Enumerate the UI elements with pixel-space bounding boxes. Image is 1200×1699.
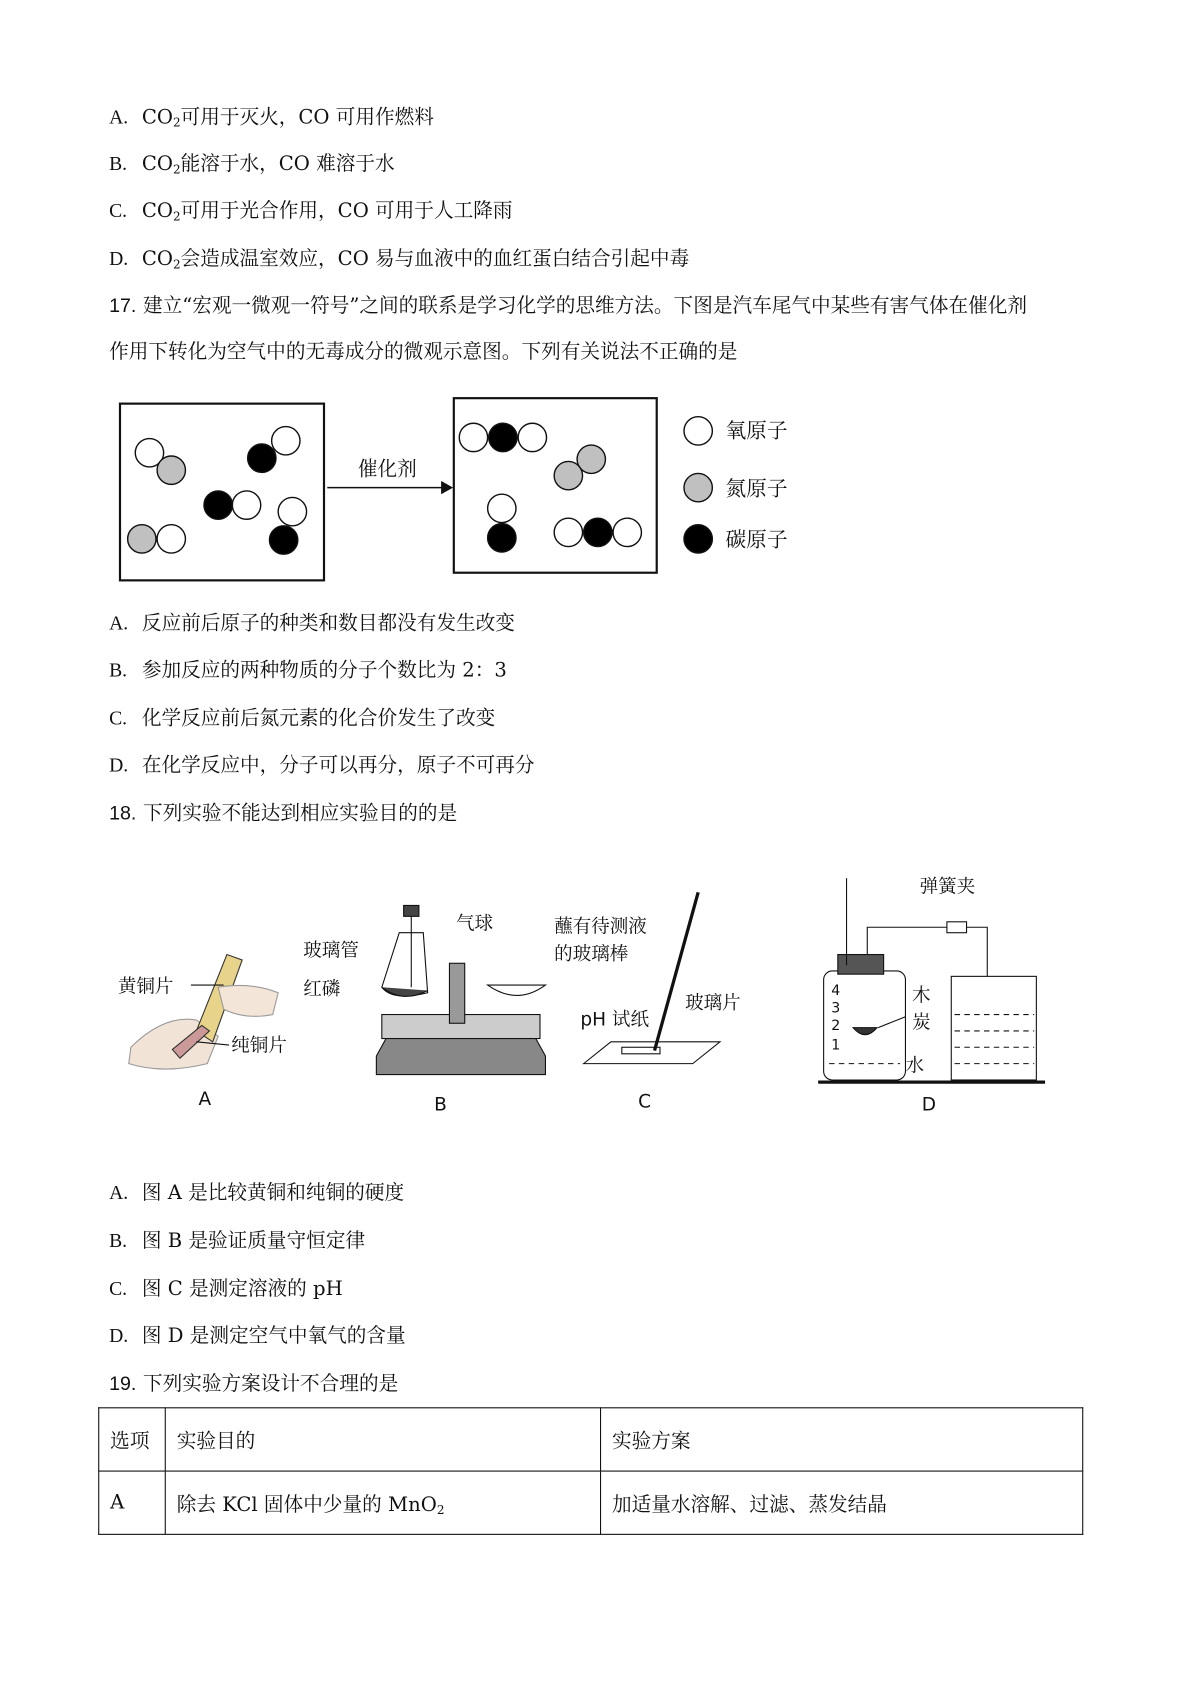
carbon-atom xyxy=(584,518,612,546)
option-text: 能溶于水，CO 难溶于水 xyxy=(180,152,395,176)
option-text: 反应前后原子的种类和数目都没有发生改变 xyxy=(141,611,515,635)
figure-caption: B xyxy=(434,1094,447,1116)
scale-mark: 4 xyxy=(831,982,841,999)
nitrogen-atom xyxy=(554,461,582,489)
label-glass-tube: 玻璃管 xyxy=(303,940,359,962)
option-label: B. xyxy=(109,1229,128,1252)
question-number: 19. xyxy=(109,1372,137,1395)
label-glass-rod-2: 的玻璃棒 xyxy=(554,943,629,965)
formula: CO xyxy=(141,199,173,223)
label-brass: 黄铜片 xyxy=(117,976,174,998)
carbon-atom xyxy=(489,423,517,451)
subscript: 2 xyxy=(172,115,181,130)
option-text: 图 D 是测定空气中氧气的含量 xyxy=(141,1324,406,1348)
scale-mark: 1 xyxy=(831,1037,841,1054)
formula: CO xyxy=(141,247,173,271)
cell-goal xyxy=(165,1471,600,1534)
label-water: 水 xyxy=(905,1055,924,1077)
cell-plan: 加适量水溶解、过滤、蒸发结晶 xyxy=(601,1471,1083,1534)
carbon-atom xyxy=(204,491,232,519)
subscript: 2 xyxy=(172,162,181,177)
legend-label: 氧原子 xyxy=(725,418,788,443)
table-header-row xyxy=(99,1408,1083,1471)
arrow-head-icon xyxy=(442,482,452,493)
question-number: 18. xyxy=(109,801,137,824)
q17-option-b xyxy=(109,657,507,684)
label-red-phosphorus: 红磷 xyxy=(303,978,341,1000)
figure-caption: D xyxy=(921,1094,937,1116)
legend-label: 碳原子 xyxy=(725,527,788,552)
legend-oxygen-icon xyxy=(684,417,712,445)
q19-stem xyxy=(109,1370,398,1397)
formula: CO xyxy=(141,105,173,129)
label-ph-paper: pH 试纸 xyxy=(580,1009,650,1031)
option-label: C. xyxy=(109,199,128,222)
oxygen-atom xyxy=(278,497,306,525)
legend-nitrogen-icon xyxy=(684,473,712,501)
formula: CO xyxy=(141,152,173,176)
option-text: 在化学反应中，分子可以再分，原子不可再分 xyxy=(141,753,535,777)
label-charcoal-1: 木 xyxy=(911,985,931,1007)
carbon-atom xyxy=(269,526,297,554)
label-glass-rod: 蘸有待测液 xyxy=(554,916,647,938)
label-balloon: 气球 xyxy=(455,913,494,935)
question-text: 建立“宏观一微观一符号”之间的联系是学习化学的思维方法。下图是汽车尾气中某些有害气体在催化剂 xyxy=(142,294,1028,318)
q18-option-a xyxy=(109,1179,404,1206)
scale-mark: 3 xyxy=(831,1000,841,1017)
header-goal: 实验目的 xyxy=(165,1408,600,1471)
option-label: D. xyxy=(109,247,129,270)
scale-mark: 2 xyxy=(831,1017,841,1034)
figure-a-hardness xyxy=(118,955,287,1111)
q18-option-c xyxy=(109,1275,343,1302)
q18-option-b xyxy=(109,1227,365,1254)
option-label: A. xyxy=(109,1181,129,1204)
q17-option-d xyxy=(109,752,534,779)
option-label: B. xyxy=(109,152,128,175)
q19-table xyxy=(98,1407,1083,1535)
carbon-atom xyxy=(248,444,276,472)
oxygen-atom xyxy=(518,423,546,451)
q17-stem-line2: 作用下转化为空气中的无毒成分的微观示意图。下列有关说法不正确的是 xyxy=(109,340,738,364)
label-pure-copper: 纯铜片 xyxy=(231,1035,287,1057)
figure-caption: C xyxy=(638,1091,652,1113)
option-text: 图 B 是验证质量守恒定律 xyxy=(141,1229,366,1253)
label-charcoal-2: 炭 xyxy=(911,1012,931,1034)
q18-stem xyxy=(109,800,457,827)
figure-d-oxygen-content xyxy=(818,876,1045,1115)
nitrogen-atom xyxy=(128,525,156,553)
figure-c-ph-test xyxy=(554,892,741,1112)
oxygen-atom xyxy=(157,525,185,553)
subscript: 2 xyxy=(172,257,181,272)
oxygen-atom xyxy=(554,518,582,546)
table-row xyxy=(99,1471,1083,1534)
option-text: 可用于光合作用，CO 可用于人工降雨 xyxy=(180,199,513,223)
question-number: 17. xyxy=(109,294,137,317)
option-text: 参加反应的两种物质的分子个数比为 2：3 xyxy=(141,658,507,682)
oxygen-atom xyxy=(272,427,300,455)
header-plan: 实验方案 xyxy=(601,1408,1083,1471)
question-text: 下列实验不能达到相应实验目的的是 xyxy=(142,801,458,825)
q17-option-c xyxy=(109,705,495,732)
option-label: B. xyxy=(109,658,128,681)
option-label: D. xyxy=(109,753,129,776)
subscript: 2 xyxy=(436,1502,445,1517)
label-spring-clip: 弹簧夹 xyxy=(919,876,976,898)
cell-option: A xyxy=(99,1471,166,1534)
goal-text: 除去 KCl 固体中少量的 MnO xyxy=(176,1492,437,1516)
question-text: 下列实验方案设计不合理的是 xyxy=(142,1372,399,1396)
option-text: 可用于灭火，CO 可用作燃料 xyxy=(180,105,434,129)
carbon-atom xyxy=(488,524,516,552)
header-option: 选项 xyxy=(99,1408,166,1471)
catalyst-label: 催化剂 xyxy=(357,457,417,481)
option-text: 化学反应前后氮元素的化合价发生了改变 xyxy=(141,706,496,730)
q17-option-a xyxy=(109,610,515,637)
legend-label: 氮原子 xyxy=(725,476,788,501)
option-text: 图 C 是测定溶液的 pH xyxy=(141,1277,343,1301)
oxygen-atom xyxy=(613,518,641,546)
option-text: 图 A 是比较黄铜和纯铜的硬度 xyxy=(141,1181,405,1205)
figure-caption: A xyxy=(198,1089,212,1111)
option-label: C. xyxy=(109,706,128,729)
nitrogen-atom xyxy=(157,456,185,484)
option-label: D. xyxy=(109,1324,129,1347)
q18-option-d xyxy=(109,1322,406,1349)
option-label: A. xyxy=(109,611,129,634)
subscript: 2 xyxy=(172,209,181,224)
legend-carbon-icon xyxy=(684,525,712,553)
option-label: C. xyxy=(109,1277,128,1300)
figure-b-balance xyxy=(303,905,545,1115)
molecule-diagram xyxy=(120,398,788,580)
oxygen-atom xyxy=(488,494,516,522)
option-label: A. xyxy=(109,105,129,128)
label-glass-slide: 玻璃片 xyxy=(685,993,741,1015)
option-text: 会造成温室效应，CO 易与血液中的血红蛋白结合引起中毒 xyxy=(180,247,690,271)
oxygen-atom xyxy=(232,491,260,519)
oxygen-atom xyxy=(459,423,487,451)
